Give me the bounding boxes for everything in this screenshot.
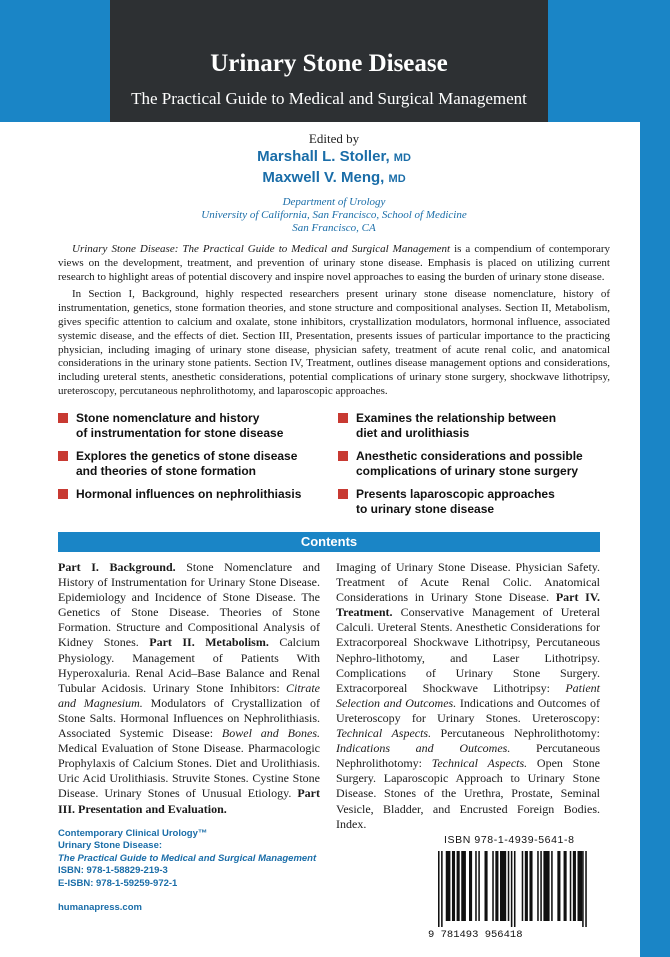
barcode-bar <box>582 851 584 927</box>
square-bullet-icon <box>58 489 68 499</box>
description-book-title: Urinary Stone Disease: The Practical Guide to Medical and Surgical Management <box>72 243 451 255</box>
feature-item <box>338 487 610 517</box>
contents-columns <box>58 560 600 832</box>
contents-segment: Conservative Management of Ureteral Calculi. Ureteral Stents. Anesthetic Considerations for Extracorporeal Shockwave Lithotripsy, Percutaneous Nephro-lithotomy, and Laser Lithotripsy. Complications of Urinary Stone Surgery. Extracorporeal Shockwave Lithotripsy: <box>336 605 600 695</box>
barcode-bar <box>540 851 542 921</box>
editor-degree: MD <box>388 173 406 185</box>
barcode-bar <box>478 851 480 921</box>
book-title: Urinary Stone Disease <box>210 50 448 77</box>
barcode-bar <box>492 851 494 921</box>
affiliation-university: University of California, San Francisco, School of Medicine <box>201 209 467 221</box>
barcode-bar <box>495 851 498 921</box>
square-bullet-icon <box>58 413 68 423</box>
square-bullet-icon <box>338 451 348 461</box>
barcode-bar <box>551 851 553 921</box>
feature-line: Examines the relationship between <box>356 410 557 425</box>
barcode-isbn-label: ISBN 978-1-4939-5641-8 <box>444 834 575 846</box>
feature-line: Presents laparoscopic approaches <box>356 486 555 501</box>
feature-line: Anesthetic considerations and possible <box>356 448 583 463</box>
feature-line: to urinary stone disease <box>356 501 495 516</box>
contents-segment: Stone Nomenclature and History of Instrumentation for Urinary Stone Disease. Epidemiology and Incidence of Stone Disease. The Genetics of Stone Disease. Theories of Stone Formation. Structure and Compositional Analysis of Kidney Stones. <box>58 560 320 650</box>
contents-segment: Part I. Background. <box>58 560 176 574</box>
square-bullet-icon <box>58 451 68 461</box>
affiliation <box>58 196 610 235</box>
contents-segment: Imaging of Urinary Stone Disease. Physician Safety. Treatment of Acute Renal Colic. Anatomical Considerations in Urinary Stone Disease. <box>336 560 600 605</box>
editor-name <box>58 168 610 189</box>
feature-line: Stone nomenclature and history <box>76 410 260 425</box>
contents-segment: Bowel and Bones. <box>221 726 320 741</box>
barcode-bar <box>529 851 532 921</box>
electronic-isbn: E-ISBN: 978-1-59259-972-1 <box>58 877 178 889</box>
editor-degree: MD <box>393 152 411 164</box>
contents-segment: Patient Selection and Outcomes. <box>336 680 600 710</box>
editor-name-text: Marshall L. Stoller, <box>257 148 390 165</box>
contents-segment: Indications and Outcomes. <box>336 741 511 756</box>
barcode-bar <box>469 851 472 921</box>
contents-column-left <box>58 560 320 832</box>
back-cover-content <box>58 122 610 831</box>
contents-segment: Medical Evaluation of Stone Disease. Pharmacologic Prophylaxis of Calcium Stones. Diet and Urolithiasis. Uric Acid Urolithiasis. Struvite Stones. Cystine Stone Disease. Urinary Stones of Unusual Etiology. <box>58 741 320 801</box>
book-subtitle: The Practical Guide to Medical and Surgical Management <box>131 89 527 108</box>
affiliation-department: Department of Urology <box>282 196 386 208</box>
contents-segment: Technical Aspects. <box>431 756 528 771</box>
contents-segment: Percutaneous Nephrolithotomy: <box>336 741 600 771</box>
contents-segment: Modulators of Crystallization of Stone Salts. Hormonal Influences on Nephrolithiasis. Associated Systemic Disease: <box>58 695 320 741</box>
feature-line: of instrumentation for stone disease <box>76 425 284 440</box>
barcode-graphic <box>426 849 614 939</box>
barcode-bar <box>508 851 510 921</box>
barcode-bar <box>578 851 583 921</box>
barcode-bar <box>514 851 516 927</box>
editor-name-text: Maxwell V. Meng, <box>262 169 385 186</box>
barcode-bar <box>525 851 528 921</box>
barcode-bar <box>457 851 460 921</box>
feature-line: complications of urinary stone surgery <box>356 463 579 478</box>
barcode-bar <box>511 851 513 927</box>
contents-column-right <box>336 560 600 832</box>
barcode-bar <box>522 851 524 921</box>
feature-line: diet and urolithiasis <box>356 425 470 440</box>
contents-heading: Contents <box>58 532 600 552</box>
feature-item <box>338 411 610 441</box>
barcode-bar <box>500 851 506 921</box>
publisher-info <box>58 828 316 914</box>
editor-name <box>58 147 610 168</box>
feature-item <box>58 449 338 479</box>
feature-list <box>58 411 610 517</box>
contents-segment: Part IV. Treatment. <box>336 590 600 620</box>
barcode-bar <box>573 851 576 921</box>
barcode-bar <box>452 851 455 921</box>
barcode-bar <box>461 851 466 921</box>
contents-segment: Percutaneous Nephrolithotomy: <box>431 726 600 741</box>
affiliation-city: San Francisco, CA <box>292 222 376 234</box>
print-isbn: ISBN: 978-1-58829-219-3 <box>58 865 168 877</box>
contents-segment: Part II. Metabolism. <box>149 635 269 650</box>
description-paragraph-2: In Section I, Background, highly respected researchers present urinary stone disease nomenclature, history of instrumentation, genetics, stone formation theories, and stone structure and compositional analyses. Section II, Metabolism, gives specific attention to calcium and oxalate, stone inhibitors, crystallization modulators, hormonal influence, associated systemic disease, and the effects of diet. Section III, Presentation, presents issues of particular importance to the practicing physician, including imaging of urinary stone disease, physician safety, treatment of acute renal colic, and anatomical considerations in the urinary stone patients. Section IV, Treatment, outlines disease management options and considerations, including ureteral stents, anesthetic considerations, potential complications of urinary stone surgery, shockwave lithotripsy, ureteroscopy, percutaneous nephrolithotomy, and laparoscopic approaches. <box>58 288 610 397</box>
barcode-bar <box>564 851 567 921</box>
contents-segment: Indications and Outcomes of Ureteroscopy for Urinary Stones. Ureteroscopy: <box>336 695 600 725</box>
contents-segment: Citrate and Magnesium. <box>58 680 320 710</box>
contents-segment: Technical Aspects. <box>336 726 432 741</box>
barcode-bar <box>441 851 443 927</box>
feature-line: Explores the genetics of stone disease <box>76 448 298 463</box>
description-text: is a compendium of contemporary views on the development, treatment, and prevention of urinary stone disease. Emphasis is placed on utilizing current research to highlight areas of potential discovery and inspire novel approaches to easing the burden of urinary stone disease. <box>58 243 610 283</box>
publisher-url: humanapress.com <box>58 902 142 914</box>
barcode-bar <box>446 851 451 921</box>
right-color-band <box>640 0 670 957</box>
feature-line: Hormonal influences on nephrolithiasis <box>76 486 302 501</box>
feature-item <box>58 411 338 441</box>
footer-book-subtitle: The Practical Guide to Medical and Surgical Management <box>58 852 317 864</box>
barcode-bar <box>438 851 440 927</box>
barcode-bar <box>570 851 572 921</box>
barcode-bar <box>537 851 539 921</box>
barcode-bar <box>485 851 488 921</box>
feature-item <box>58 487 338 517</box>
edited-by-label: Edited by <box>308 131 360 146</box>
feature-item <box>338 449 610 479</box>
barcode-block <box>426 834 614 939</box>
contents-segment: Part III. Presentation and Evaluation. <box>58 786 320 816</box>
series-name: Contemporary Clinical Urology™ <box>58 828 208 839</box>
barcode-digits: 9 781493 956418 <box>428 929 523 939</box>
square-bullet-icon <box>338 413 348 423</box>
square-bullet-icon <box>338 489 348 499</box>
barcode-bar <box>557 851 560 921</box>
title-banner <box>110 0 548 122</box>
contents-segment: Calcium Physiology. Management of Patients With Hyperoxaluria. Renal Acid–Base Balance and Renal Tubular Acidosis. Urinary Stone Inhibitors: <box>58 635 320 695</box>
barcode-bar <box>475 851 477 921</box>
footer-book-title: Urinary Stone Disease: <box>58 840 163 852</box>
feature-line: and theories of stone formation <box>76 463 257 478</box>
contents-segment: Open Stone Surgery. Laparoscopic Approach to Urinary Stone Disease. Stones of the Urethra, Prostate, Seminal Vesicle, Bladder, and Encrusted Foreign Bodies. Index. <box>336 756 600 831</box>
description-paragraph-1 <box>58 243 610 284</box>
barcode-bar <box>585 851 587 927</box>
barcode-bar <box>543 851 549 921</box>
